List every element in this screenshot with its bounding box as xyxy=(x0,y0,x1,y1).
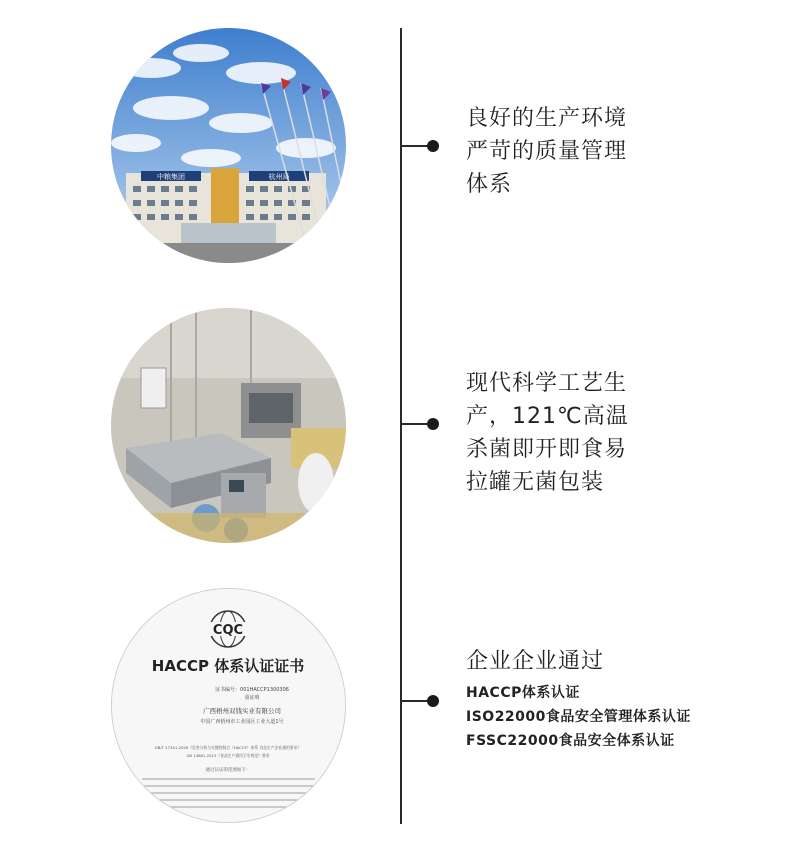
certificate-standard-2: GB 14881-2013《食品生产通用卫生规范》要求 xyxy=(186,753,270,758)
section-3-line-1: 企业企业通过 xyxy=(466,649,605,674)
cert-fssc22000: FSSC22000食品安全体系认证 xyxy=(466,733,675,749)
haccp-certificate-photo xyxy=(111,588,346,823)
production-line-photo xyxy=(111,308,346,543)
certificate-title: HACCP 体系认证证书 xyxy=(151,657,305,675)
certificate-standard-1: GB/T 27341-2009《危害分析与关键控制点（HACCP）体系 食品生产企业通用要求》 xyxy=(154,745,302,750)
section-3-text xyxy=(466,645,691,753)
timeline-line xyxy=(400,28,402,824)
certificate-scope-heading: 通过认证的范围如下： xyxy=(205,768,251,773)
section-2-line-2: 产，121℃高温 xyxy=(466,404,629,429)
section-1-line-3: 体系 xyxy=(466,172,513,197)
cert-iso22000: ISO22000食品安全管理体系认证 xyxy=(466,709,691,725)
section-2-line-4: 拉罐无菌包装 xyxy=(466,470,605,495)
cert-haccp: HACCP体系认证 xyxy=(466,685,580,701)
timeline-dot-2 xyxy=(427,418,439,430)
certificate-number: 证书编号：001HACCP1300306 xyxy=(215,687,289,693)
section-1-text xyxy=(466,102,627,201)
building-sign-right: 杭州局 xyxy=(268,173,290,181)
certification-list xyxy=(466,681,691,753)
cqc-logo-text: CQC xyxy=(212,623,244,638)
timeline-dot-1 xyxy=(427,140,439,152)
factory-building-photo xyxy=(111,28,346,263)
certificate-type: 重证明 xyxy=(244,695,260,701)
building-sign-left: 中粮集团 xyxy=(157,173,185,181)
section-2-line-3: 杀菌即开即食易 xyxy=(466,437,628,462)
section-1-line-1: 良好的生产环境 xyxy=(466,106,628,131)
certificate-address: 中国广西梧州市工业园区工业大道1号 xyxy=(200,719,284,725)
timeline-dot-3 xyxy=(427,695,439,707)
section-1-line-2: 严苛的质量管理 xyxy=(466,139,628,164)
certificate-company: 广西梧州双钱实业有限公司 xyxy=(203,707,281,715)
section-2-line-1: 现代科学工艺生 xyxy=(466,371,628,396)
section-2-text xyxy=(466,367,629,499)
